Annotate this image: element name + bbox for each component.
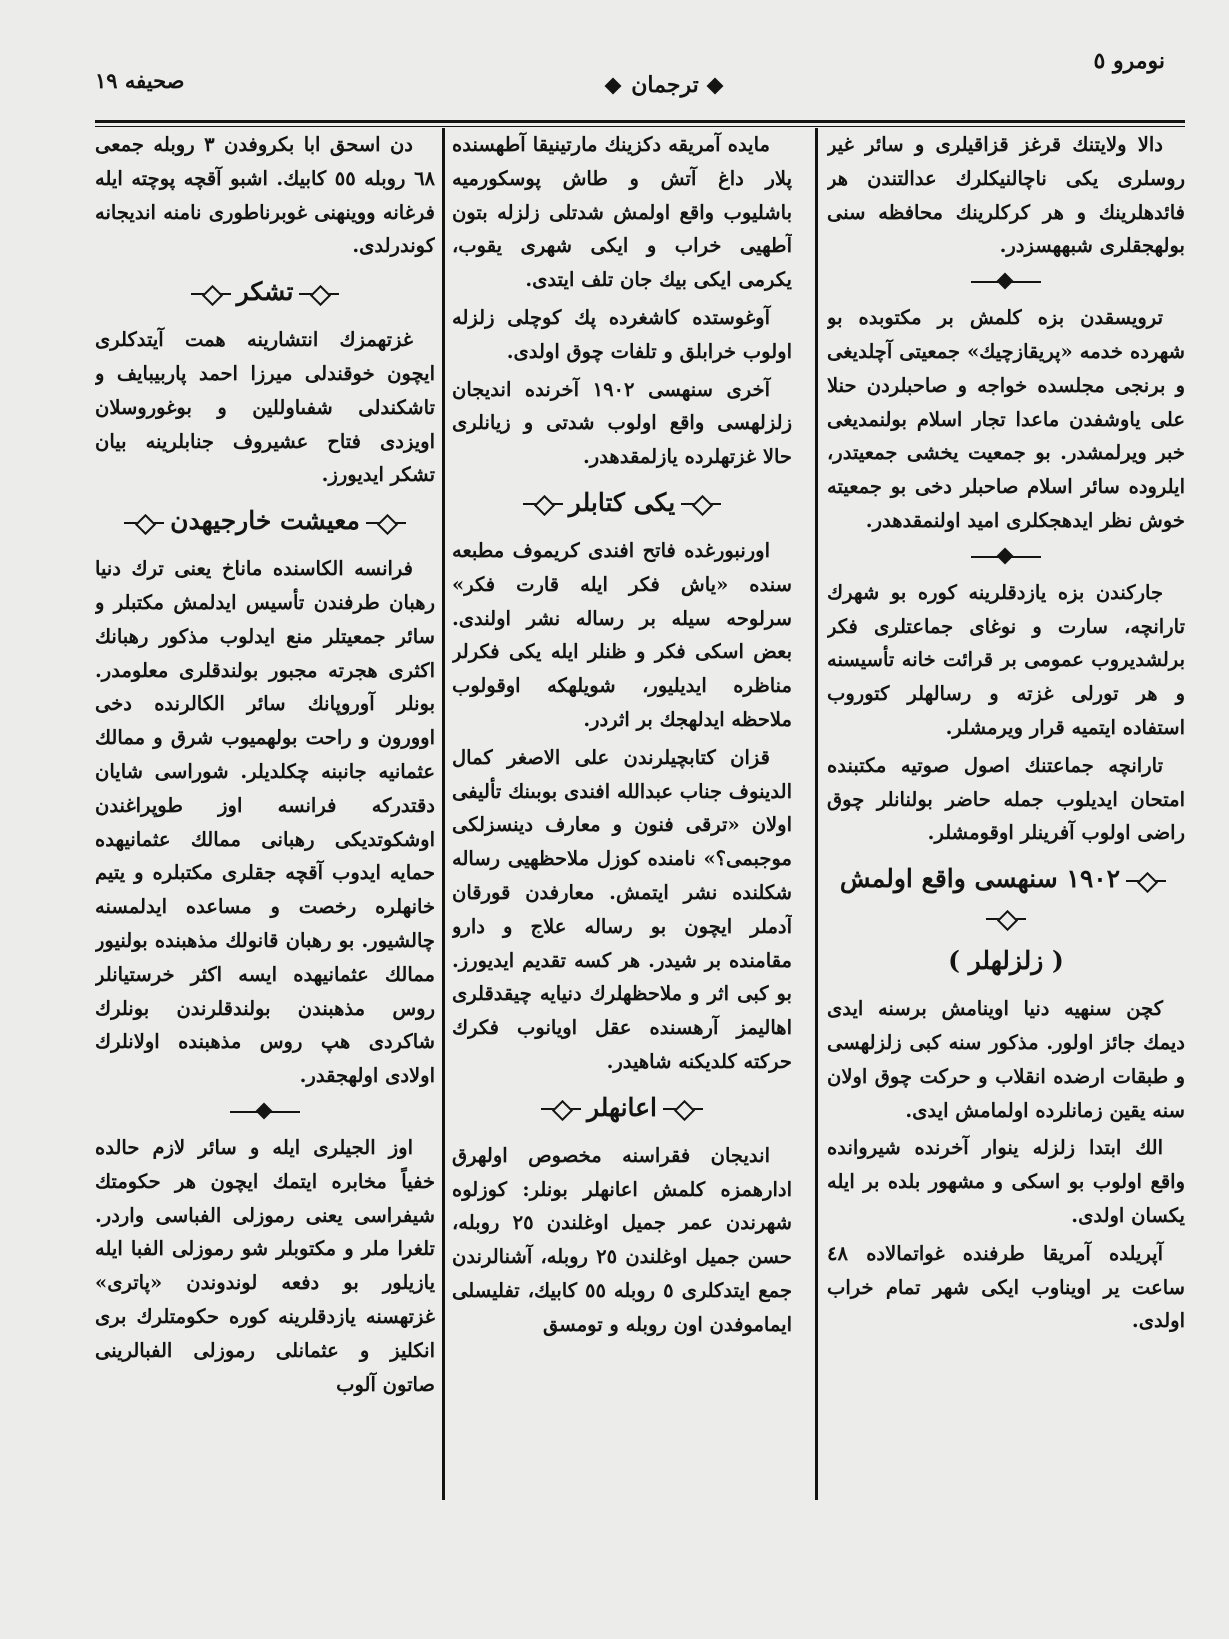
column-middle — [452, 128, 792, 1508]
ornament-icon — [603, 80, 625, 92]
ornament-icon — [299, 287, 339, 301]
section-divider — [827, 544, 1185, 570]
ornament-icon — [681, 497, 721, 511]
ornament-icon — [124, 516, 164, 530]
masthead — [565, 72, 765, 98]
section-subheading: ( زلزلهلر ) — [948, 946, 1064, 976]
paragraph: اوز الجيلرى ايله و سائر لازم حالده خفياً مخابره ايتمك ايچون هر حكومتك شيفراسى يعنى رموزلى الفباسى واردر. تلغرا ملر و مكتوبلر شو رموزلى الفبا ايله يازيلور بو دفعه لوندوندن «پاترى» غزتهسنه يازدقلرينه كوره حكومتلرك برى انكليز و عثمانلى رموزلى الفبالرينى صاتون آلوب — [95, 1135, 435, 1396]
newspaper-title: ترجمان — [631, 72, 699, 98]
paragraph: آخرى سنهسى ١٩٠٢ آخرنده انديجان زلزلهسى واقع اولوب شدتى و زيانلرى حالا غزتهلرده يازلمقدهدر. — [452, 377, 792, 469]
header-rule — [95, 120, 1185, 123]
section-heading: تشكر — [95, 273, 435, 311]
paragraph: فرانسه الكاسنده ماناخ يعنى ترك دنيا رهبان طرفندن تأسيس ايدلمش مكتبلر و سائر جمعيتلر منع ايدلوب مذكور رهبانك اكثرى هجرته مجبور بولندقلرى معلومدر. بونلر آوروپانك سائر الكالرنده دخى اوورون و راحت بولهميوب شرق و ممالك عثمانيه جانبنه چكلديلر. شوراسى شايان دقتدركه فرانسه اوز طوپراغندن اوشكوتديكى رهبانى ممالك عثمانيهده حمايه ايدوب آقچه جقلرى مكتبلره و يتيم خانهلره رخصت و مساعده ايدلمسنه چالشيور. بو رهبان قانولك مذهبنده بولنيور ممالك عثمانيهده ايسه اكثر خرستيانلر روس مذهبندن بولندقلرندن بونلرك شاكردى هپ روس مذهبنده اولانلرك اولادى اولهجقدر. — [95, 557, 435, 1088]
section-divider — [95, 1099, 435, 1125]
ornament-icon — [986, 912, 1026, 926]
paragraph: ترويسقدن بزه كلمش بر مكتوبده بو شهرده خدمه «پريقازچيك» جمعيتى آچلديغى و برنجى مجلسده خواجه و صاحبلردن حنلا على ياوشفدن ماعدا تجار اسلام بولنمديغى خبر ويرلمشدر. بو جمعيت يخشى جمعيتدر، ايلروده سائر اسلام صاحبلر دخى بو جمعيته خوش نظر ايدهجكلرى اميد اولنمقدهدر. — [827, 306, 1185, 532]
section-heading: ١٩٠٢ سنهسى واقع اولمش — [827, 860, 1185, 936]
paragraph: تارانچه جماعتنك اصول صوتيه مكتبنده امتحان ايديلوب جمله حاضر بولنانلر چوق راضى اولوب آفرينلر اوقومشلر. — [827, 753, 1185, 845]
section-heading: يكى كتابلر — [452, 484, 792, 522]
paragraph: جاركندن بزه يازدقلرينه كوره بو شهرك تارانچه، سارت و نوغاى جماعتلرى فكر برلشديروب عمومى بر قرائت خانه تأسيسنه و هر تورلى غزته و رسالهلر كتوروب استفاده ايتميه قرار ويرمشلر. — [827, 580, 1185, 739]
section-divider — [827, 269, 1185, 295]
paragraph: مايده آمريقه دكزينك مارتينيقا آطهسنده پلار داغ آتش و طاش پوسكورميه باشليوب واقع اولمش شدتلى زلزله بتون آطهيى خراب و ايكى شهرى يقوب، يكرمى ايكى بيك جان تلف ايتدى. — [452, 133, 792, 292]
paragraph: آوغوستده كاشغرده پك كوچلى زلزله اولوب خرابلق و تلفات چوق اولدى. — [452, 305, 792, 363]
paragraph: اورنبورغده فاتح افندى كريموف مطبعه سنده «ياش فكر ايله قارت فكر» سرلوحه سيله بر رساله نشر اولندى. بعض اسكى فكر و ظنلر ايله يكى فكرلر مناظره ايديليور، شويلهكه اوقولوب ملاحظه ايدلهجك بر اثردر. — [452, 538, 792, 731]
column-right — [827, 128, 1185, 1508]
paragraph: قزان كتابچيلرندن على الاصغر كمال الدينوف جناب عبدالله افندى بوبىنك تأليفى اولان «ترقى فنون و معارف دينسزلكى موجبمى؟» نامنده كوزل ملاحظهيى رساله شكلنده نشر ايتمش. معارفدن قورقان آدملر ايچون بو رساله علاج و دارو مقامنده بر شيدر. هر كسه تقديم ايديورز. بو كبى اثر و ملاحظهلرك دنيايه چيقدقلرى اهاليمز آرهسنده عقل اويانوب فكرك حركته كلديكنه شاهيدر. — [452, 745, 792, 1073]
paragraph: غزتهمزك انتشارينه همت آيتدكلرى ايچون خوقندلى ميرزا احمد پاربيبايف و تاشكندلى شفىاوللين و بوغوروسلان اويزدى فتاح عشيروف جنابلرينه بيان تشكر ايديورز. — [95, 328, 435, 487]
ornament-icon — [663, 1102, 703, 1116]
page-number: صحيفه ١٩ — [95, 68, 185, 93]
paragraph: انديجان فقراسنه مخصوص اولهرق ادارهمزه كلمش اعانهلر بونلر: كوزلوه شهرندن عمر جميل اوغلندن ٢٥ روبله، حسن جميل اوغلندن ٢٥ روبله، آشنالرندن جمع ايتدكلرى ٥ روبله ٥٥ كابيك، تفليسلى ايماموفدن اون روبله و تومسق — [452, 1143, 792, 1336]
paragraph: الك ابتدا زلزله ينوار آخرنده شيروانده واقع اولوب بو اسكى و مشهور بلده بر ايله يكسان اولدى. — [827, 1136, 1185, 1227]
ornament-icon — [1126, 874, 1166, 888]
paragraph: آپريلده آمريقا طرفنده غواتمالاده ٤٨ ساعت ير اويناوب ايكى شهر تمام خراب اولدى. — [827, 1241, 1185, 1333]
ornament-icon — [191, 287, 231, 301]
paragraph: دالا ولايتنك قرغز قزاقيلرى و سائر غير روسلرى يكى ناچالنيكلرك عدالتندن هر فائدهلرينك و هر كركلرينك محافظه سنى بولهجقلرى شبههسزدر. — [827, 133, 1185, 258]
page-header — [95, 40, 1185, 110]
ornament-icon — [705, 80, 727, 92]
columns — [95, 128, 1185, 1508]
ornament-icon — [523, 497, 563, 511]
paragraph: دن اسحق ابا بكروفدن ٣ روبله جمعى ٦٨ روبله ٥٥ كابيك. اشبو آقچه پوچته ايله فرغانه ووينهنى غوبرناطورى نامنه انديجانه كوندرلدى. — [95, 133, 435, 258]
section-heading: معيشت خارجيهدن — [95, 502, 435, 540]
issue-number: نومرو ٥ — [1093, 48, 1165, 74]
ornament-icon — [366, 516, 406, 530]
header-rule-thin — [95, 126, 1185, 127]
ornament-icon — [541, 1102, 581, 1116]
column-left — [95, 128, 435, 1508]
paragraph: كچن سنهيه دنيا اوينامش برسنه ايدى ديمك جائز اولور. مذكور سنه كبى زلزلهسى و طبقات ارضده انقلاب و حركت چوق اولان سنه يقين زمانلرده اولمامش ايدى. — [827, 997, 1185, 1122]
section-heading: اعانهلر — [452, 1089, 792, 1127]
